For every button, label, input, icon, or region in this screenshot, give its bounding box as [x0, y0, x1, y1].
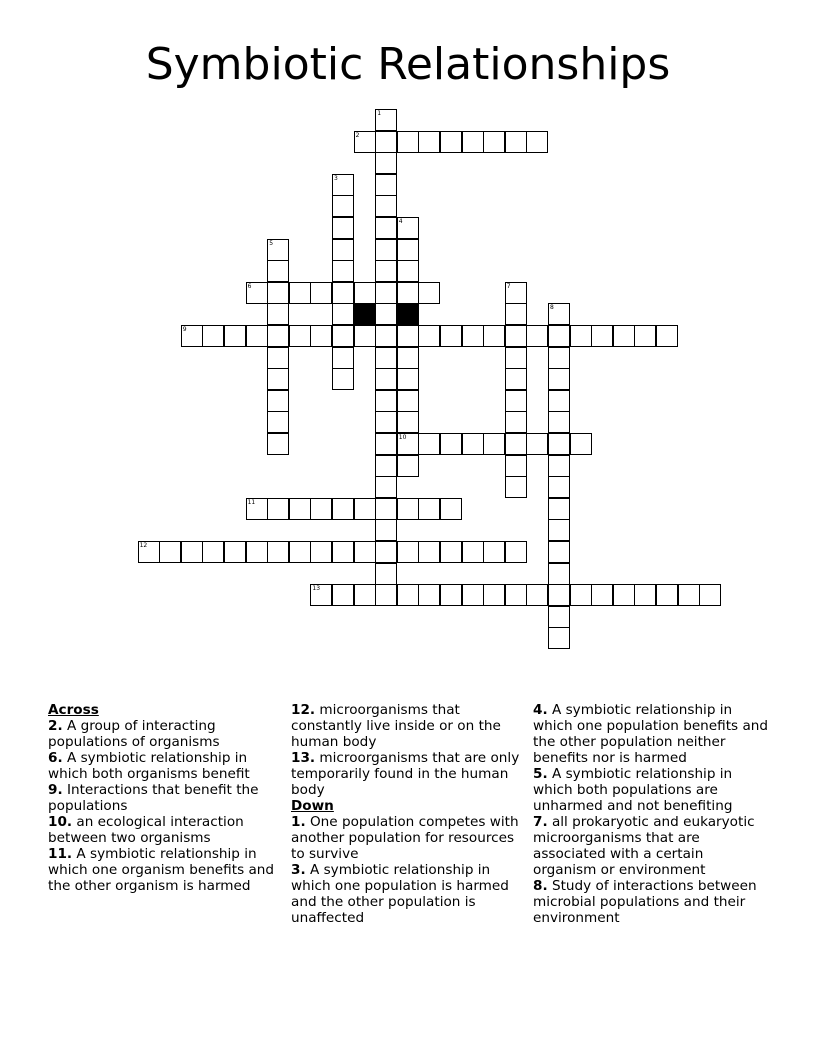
grid-cell[interactable] [397, 584, 419, 606]
grid-cell[interactable] [397, 368, 419, 390]
cell-number: 2 [355, 131, 360, 139]
grid-cell[interactable] [526, 584, 548, 606]
grid-cell[interactable] [548, 519, 570, 541]
grid-cell[interactable] [483, 584, 505, 606]
grid-cell[interactable] [418, 282, 440, 304]
across-clue-10 [48, 814, 284, 846]
grid-cell[interactable] [418, 325, 440, 347]
grid-cell[interactable] [397, 325, 419, 347]
grid-cell[interactable] [375, 195, 397, 217]
across-clue-6 [48, 750, 284, 782]
grid-cell[interactable] [375, 519, 397, 541]
clue-text: A symbiotic relationship in which both populations are unharmed and not benefiting [533, 766, 733, 814]
grid-cell[interactable] [656, 584, 678, 606]
block-cell [354, 303, 376, 325]
block-cell [397, 303, 419, 325]
grid-cell[interactable] [375, 303, 397, 325]
grid-cell[interactable] [375, 325, 397, 347]
grid-cell[interactable] [548, 325, 570, 347]
grid-cell[interactable] [332, 174, 354, 196]
grid-cell[interactable] [526, 131, 548, 153]
grid-cell[interactable] [267, 347, 289, 369]
down-heading: Down [291, 798, 334, 814]
clue-number: 7. [533, 814, 548, 830]
grid-cell[interactable] [462, 541, 484, 563]
grid-cell[interactable] [505, 325, 527, 347]
grid-cell[interactable] [267, 239, 289, 261]
grid-cell[interactable] [289, 325, 311, 347]
grid-cell[interactable] [440, 498, 462, 520]
grid-cell[interactable] [159, 541, 181, 563]
grid-cell[interactable] [483, 131, 505, 153]
grid-cell[interactable] [397, 411, 419, 433]
grid-cell[interactable] [440, 541, 462, 563]
grid-cell[interactable] [418, 433, 440, 455]
cell-number: 5 [269, 239, 274, 247]
grid-cell[interactable] [397, 347, 419, 369]
grid-cell[interactable] [462, 325, 484, 347]
clue-number: 13. [291, 750, 316, 766]
grid-cell[interactable] [397, 131, 419, 153]
grid-cell[interactable] [418, 584, 440, 606]
grid-cell[interactable] [483, 325, 505, 347]
cell-number: 4 [398, 218, 403, 225]
grid-cell[interactable] [656, 325, 678, 347]
grid-cell[interactable] [332, 239, 354, 261]
cell-number: 9 [182, 326, 187, 333]
grid-cell[interactable] [397, 390, 419, 412]
grid-cell[interactable] [310, 498, 332, 520]
grid-cell[interactable] [505, 584, 527, 606]
grid-cell[interactable] [505, 476, 527, 498]
grid-cell[interactable] [462, 584, 484, 606]
clue-column-2 [291, 702, 527, 926]
grid-cell[interactable] [246, 325, 268, 347]
clue-text: A symbiotic relationship in which both organisms benefit [48, 750, 250, 782]
grid-cell[interactable] [397, 541, 419, 563]
grid-cell[interactable] [375, 260, 397, 282]
grid-cell[interactable] [591, 325, 613, 347]
grid-cell[interactable] [375, 541, 397, 563]
grid-cell[interactable] [267, 303, 289, 325]
cell-number: 7 [506, 282, 511, 290]
down-clue-3 [291, 862, 527, 926]
grid-cell[interactable] [310, 584, 332, 606]
grid-cell[interactable] [634, 325, 656, 347]
grid-cell[interactable] [526, 325, 548, 347]
grid-cell[interactable] [483, 433, 505, 455]
clue-text: One population competes with another population for resources to survive [291, 814, 519, 862]
grid-cell[interactable] [267, 390, 289, 412]
clue-text: Study of interactions between microbial populations and their environment [533, 878, 757, 926]
grid-cell[interactable] [354, 498, 376, 520]
grid-cell[interactable] [418, 541, 440, 563]
grid-cell[interactable] [289, 541, 311, 563]
grid-cell[interactable] [505, 390, 527, 412]
grid-cell[interactable] [397, 217, 419, 239]
cell-number: 8 [550, 304, 554, 312]
grid-cell[interactable] [440, 131, 462, 153]
grid-cell[interactable] [267, 541, 289, 563]
grid-cell[interactable] [505, 455, 527, 477]
clue-text: Interactions that benefit the populations [48, 782, 259, 814]
clue-number: 6. [48, 750, 63, 766]
grid-cell[interactable] [289, 498, 311, 520]
clue-text: all prokaryotic and eukaryotic microorganisms that are associated with a certain organism or environment [533, 814, 755, 878]
down-clue-4 [533, 702, 769, 766]
grid-cell[interactable] [375, 174, 397, 196]
grid-cell[interactable] [462, 433, 484, 455]
grid-cell[interactable] [332, 347, 354, 369]
grid-cell[interactable] [375, 347, 397, 369]
grid-cell[interactable] [548, 541, 570, 563]
grid-cell[interactable] [354, 282, 376, 304]
cell-number: 6 [247, 282, 252, 290]
grid-cell[interactable] [526, 433, 548, 455]
grid-cell[interactable] [505, 433, 527, 455]
grid-cell[interactable] [613, 584, 635, 606]
across-clue-13 [291, 750, 527, 798]
grid-cell[interactable] [375, 411, 397, 433]
down-clue-5 [533, 766, 769, 814]
cell-number: 1 [377, 110, 382, 117]
grid-cell[interactable] [505, 347, 527, 369]
grid-cell[interactable] [397, 433, 419, 455]
grid-cell[interactable] [548, 303, 570, 325]
clue-number: 2. [48, 718, 63, 734]
grid-cell[interactable] [310, 541, 332, 563]
clue-number: 8. [533, 878, 548, 894]
grid-cell[interactable] [548, 390, 570, 412]
grid-cell[interactable] [548, 411, 570, 433]
grid-cell[interactable] [548, 584, 570, 606]
across-clue-11 [48, 846, 284, 894]
clue-text: A symbiotic relationship in which one population benefits and the other population neither benefits nor is harmed [533, 702, 769, 766]
clue-number: 12. [291, 702, 316, 718]
grid-cell[interactable] [613, 325, 635, 347]
grid-cell[interactable] [375, 109, 397, 131]
grid-cell[interactable] [397, 239, 419, 261]
grid-cell[interactable] [246, 498, 268, 520]
grid-cell[interactable] [267, 325, 289, 347]
grid-cell[interactable] [699, 584, 721, 606]
grid-cell[interactable] [332, 260, 354, 282]
grid-cell[interactable] [332, 498, 354, 520]
clue-number: 5. [533, 766, 548, 782]
grid-cell[interactable] [181, 325, 203, 347]
grid-cell[interactable] [505, 303, 527, 325]
clue-number: 9. [48, 782, 63, 798]
grid-cell[interactable] [548, 476, 570, 498]
clue-text: microorganisms that constantly live inside or on the human body [291, 702, 501, 750]
grid-cell[interactable] [267, 433, 289, 455]
clue-text: an ecological interaction between two organisms [48, 814, 244, 846]
page-title: Symbiotic Relationships [145, 39, 671, 90]
grid-cell[interactable] [375, 584, 397, 606]
grid-cell[interactable] [397, 260, 419, 282]
clue-number: 3. [291, 862, 306, 878]
grid-cell[interactable] [375, 282, 397, 304]
grid-cell[interactable] [246, 282, 268, 304]
clue-text: A symbiotic relationship in which one population is harmed and the other population is unaffected [291, 862, 509, 926]
cell-number: 3 [334, 174, 338, 182]
grid-cell[interactable] [548, 606, 570, 628]
grid-cell[interactable] [181, 541, 203, 563]
grid-cell[interactable] [202, 541, 224, 563]
grid-cell[interactable] [267, 368, 289, 390]
across-clue-2 [48, 718, 284, 750]
grid-cell[interactable] [505, 282, 527, 304]
grid-cell[interactable] [548, 455, 570, 477]
grid-cell[interactable] [548, 368, 570, 390]
grid-cell[interactable] [375, 390, 397, 412]
grid-cell[interactable] [483, 541, 505, 563]
grid-cell[interactable] [354, 131, 376, 153]
grid-cell[interactable] [397, 455, 419, 477]
grid-cell[interactable] [332, 325, 354, 347]
grid-cell[interactable] [202, 325, 224, 347]
grid-cell[interactable] [375, 563, 397, 585]
cell-number: 13 [312, 585, 321, 593]
grid-cell[interactable] [548, 498, 570, 520]
grid-cell[interactable] [462, 131, 484, 153]
clue-text: microorganisms that are only temporarily found in the human body [291, 750, 520, 798]
grid-cell[interactable] [375, 433, 397, 455]
grid-cell[interactable] [548, 627, 570, 649]
grid-cell[interactable] [375, 239, 397, 261]
clue-number: 1. [291, 814, 306, 830]
cell-number: 11 [247, 498, 256, 506]
cell-number: 12 [139, 542, 148, 549]
cell-number: 10 [398, 434, 407, 441]
grid-cell[interactable] [310, 282, 332, 304]
grid-cell[interactable] [375, 131, 397, 153]
grid-cell[interactable] [246, 541, 268, 563]
grid-cell[interactable] [267, 282, 289, 304]
grid-cell[interactable] [332, 303, 354, 325]
clue-number: 4. [533, 702, 548, 718]
across-clue-9 [48, 782, 284, 814]
grid-cell[interactable] [440, 584, 462, 606]
grid-cell[interactable] [570, 584, 592, 606]
grid-cell[interactable] [440, 325, 462, 347]
grid-cell[interactable] [332, 541, 354, 563]
clue-column-1 [48, 702, 284, 894]
down-clue-7 [533, 814, 769, 878]
grid-cell[interactable] [310, 325, 332, 347]
across-heading: Across [48, 702, 99, 718]
grid-cell[interactable] [375, 152, 397, 174]
grid-cell[interactable] [440, 433, 462, 455]
clue-number: 11. [48, 846, 73, 862]
grid-cell[interactable] [397, 282, 419, 304]
grid-cell[interactable] [505, 131, 527, 153]
grid-cell[interactable] [570, 433, 592, 455]
grid-cell[interactable] [332, 282, 354, 304]
grid-cell[interactable] [289, 282, 311, 304]
grid-cell[interactable] [267, 498, 289, 520]
grid-cell[interactable] [418, 131, 440, 153]
grid-cell[interactable] [354, 584, 376, 606]
grid-cell[interactable] [267, 411, 289, 433]
grid-cell[interactable] [332, 368, 354, 390]
clue-text: A symbiotic relationship in which one organism benefits and the other organism is harmed [48, 846, 275, 894]
grid-cell[interactable] [418, 498, 440, 520]
clue-number: 10. [48, 814, 73, 830]
grid-cell[interactable] [375, 455, 397, 477]
grid-cell[interactable] [375, 217, 397, 239]
grid-cell[interactable] [375, 498, 397, 520]
grid-cell[interactable] [570, 325, 592, 347]
grid-cell[interactable] [634, 584, 656, 606]
grid-cell[interactable] [138, 541, 160, 563]
grid-cell[interactable] [267, 260, 289, 282]
grid-cell[interactable] [224, 541, 246, 563]
grid-cell[interactable] [505, 541, 527, 563]
grid-cell[interactable] [332, 584, 354, 606]
grid-cell[interactable] [397, 498, 419, 520]
grid-cell[interactable] [505, 368, 527, 390]
clue-column-3 [533, 702, 769, 926]
across-clue-12 [291, 702, 527, 750]
grid-cell[interactable] [354, 541, 376, 563]
down-clue-1 [291, 814, 527, 862]
grid-cell[interactable] [505, 411, 527, 433]
grid-cell[interactable] [548, 433, 570, 455]
grid-cell[interactable] [375, 476, 397, 498]
grid-cell[interactable] [548, 347, 570, 369]
clue-text: A group of interacting populations of organisms [48, 718, 220, 750]
grid-cell[interactable] [375, 368, 397, 390]
grid-cell[interactable] [591, 584, 613, 606]
grid-cell[interactable] [332, 195, 354, 217]
grid-cell[interactable] [224, 325, 246, 347]
grid-cell[interactable] [548, 563, 570, 585]
grid-cell[interactable] [354, 325, 376, 347]
grid-cell[interactable] [678, 584, 700, 606]
grid-cell[interactable] [332, 217, 354, 239]
down-clue-8 [533, 878, 769, 926]
